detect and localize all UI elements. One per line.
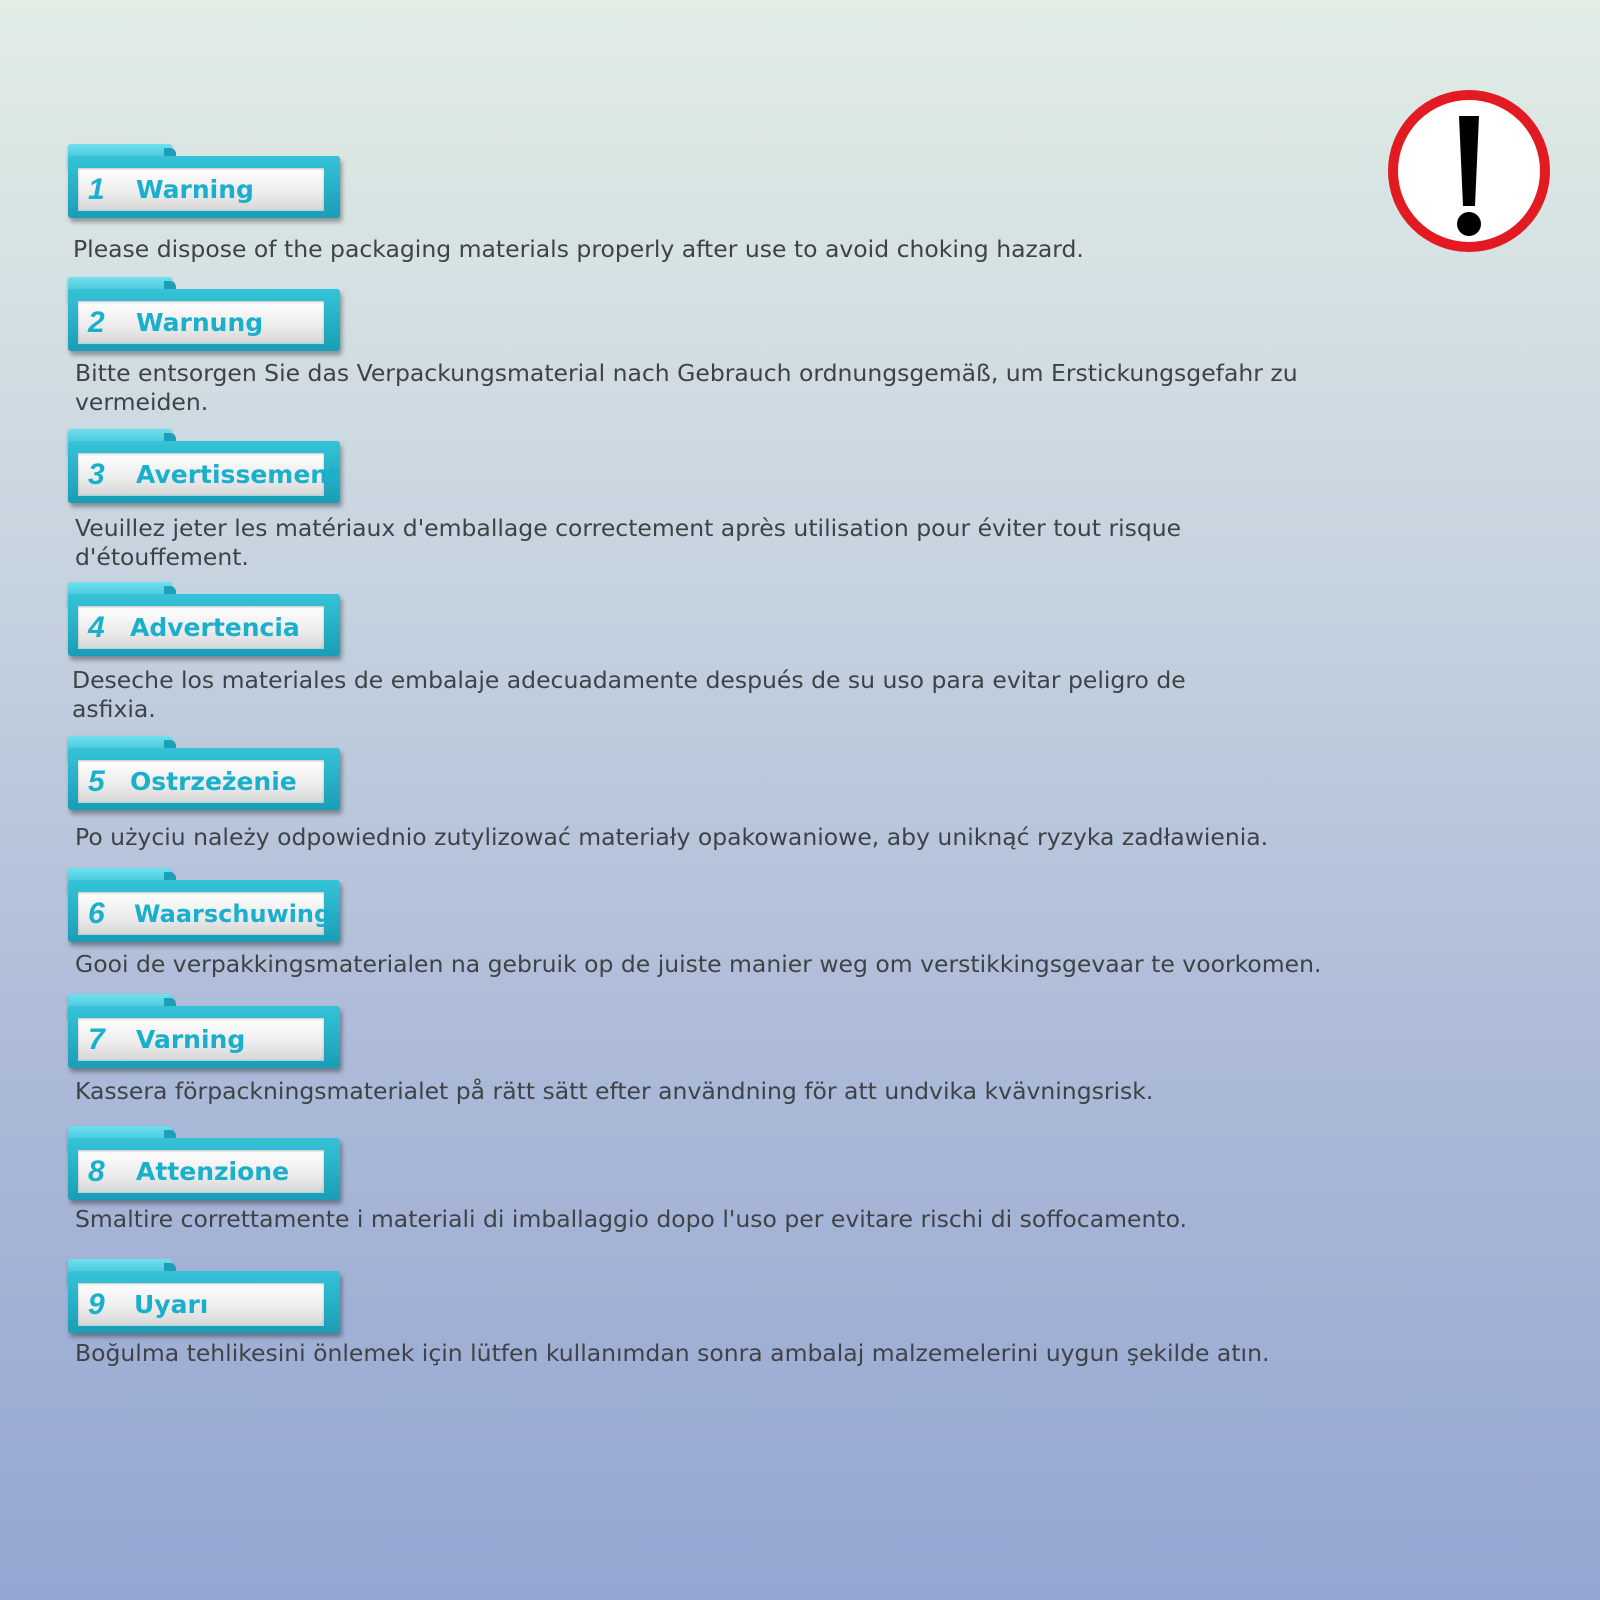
warning-title: Attenzione [136, 1157, 290, 1186]
warning-title: Varning [136, 1025, 246, 1054]
warning-number: 8 [88, 1155, 105, 1188]
warning-number: 9 [88, 1288, 105, 1321]
warning-text: Veuillez jeter les matériaux d'emballage correctement après utilisation pour éviter tout risque d'étouffement. [75, 514, 1182, 571]
warning-text: Kassera förpackningsmaterialet på rätt sätt efter användning för att undvika kvävningsrisk. [75, 1077, 1154, 1105]
language-label [68, 736, 342, 814]
warning-number: 3 [88, 458, 105, 491]
warning-text: Gooi de verpakkingsmaterialen na gebruik op de juiste manier weg om verstikkingsgevaar te voorkomen. [75, 950, 1322, 978]
language-label [68, 868, 342, 946]
warning-number: 4 [88, 611, 105, 644]
warning-text: Deseche los materiales de embalaje adecuadamente después de su uso para evitar peligro de asfixia. [72, 666, 1186, 723]
language-label [68, 582, 342, 660]
warning-text: Bitte entsorgen Sie das Verpackungsmaterial nach Gebrauch ordnungsgemäß, um Erstickungsgefahr zu vermeiden. [75, 359, 1298, 416]
warning-title: Warning [136, 175, 254, 204]
warning-title: Ostrzeżenie [130, 767, 297, 796]
warning-title: Warnung [136, 308, 264, 337]
warning-number: 1 [88, 173, 105, 206]
warning-title: Advertencia [130, 613, 300, 642]
warning-number: 7 [88, 1023, 105, 1056]
language-label [68, 277, 342, 355]
warning-number: 6 [88, 897, 105, 930]
language-label [68, 1126, 342, 1204]
language-label [68, 1259, 342, 1337]
warning-text: Boğulma tehlikesini önlemek için lütfen kullanımdan sonra ambalaj malzemelerini uygun şekilde atın. [75, 1339, 1270, 1367]
language-label [68, 144, 342, 222]
warning-number: 2 [88, 306, 105, 339]
warning-text: Po użyciu należy odpowiednio zutylizować materiały opakowaniowe, aby uniknąć ryzyka zadławienia. [75, 823, 1269, 851]
warning-title: Avertissement [136, 460, 341, 489]
warning-title: Uyarı [134, 1290, 209, 1319]
warning-text: Smaltire correttamente i materiali di imballaggio dopo l'uso per evitare rischi di soffocamento. [75, 1205, 1188, 1233]
language-label [68, 429, 342, 507]
warning-text: Please dispose of the packaging materials properly after use to avoid choking hazard. [73, 235, 1084, 263]
language-label [68, 994, 342, 1072]
warning-title: Waarschuwing [134, 900, 332, 928]
warning-number: 5 [88, 765, 105, 798]
